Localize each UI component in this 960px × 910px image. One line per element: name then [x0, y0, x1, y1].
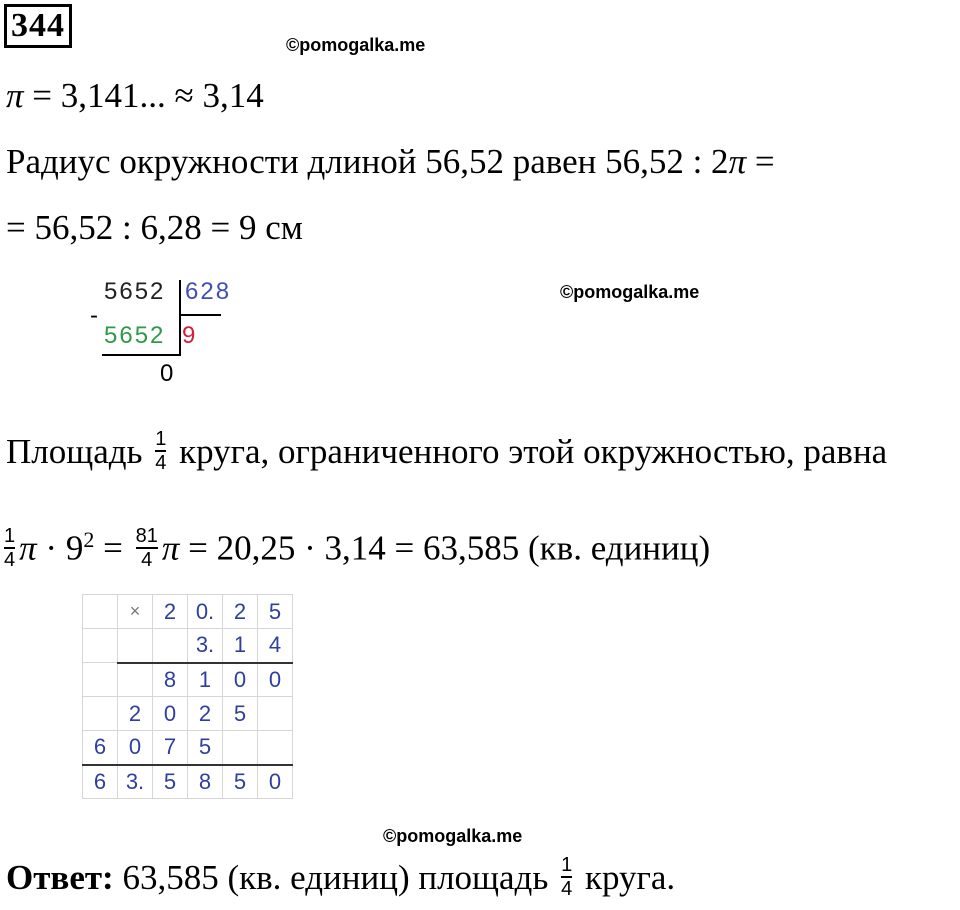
long-division: [88, 274, 248, 394]
grid-cell: 0.: [188, 595, 223, 629]
exponent: 2: [83, 527, 95, 552]
area-statement-line: [6, 428, 888, 478]
grid-cell: 0: [258, 765, 293, 799]
grid-cell: 2: [188, 697, 223, 731]
grid-row: [83, 731, 293, 765]
divisor: 628: [185, 278, 232, 305]
watermark-bottom: ©pomogalka.me: [383, 826, 523, 846]
grid-cell: [83, 663, 118, 697]
grid-cell: 7: [153, 731, 188, 765]
fraction-one-quarter: [155, 428, 166, 474]
grid-cell: [153, 629, 188, 663]
area-calculation-line: [4, 520, 710, 575]
multiplication-grid: [82, 594, 293, 799]
grid-cell: 8: [153, 663, 188, 697]
grid-cell: 3.: [188, 629, 223, 663]
watermark-middle: ©pomogalka.me: [560, 282, 700, 302]
grid-cell: [258, 697, 293, 731]
radius-result-line: = 56,52 : 6,28 = 9 см: [6, 208, 303, 247]
area-text-after: круга, ограниченного этой окружностью, равна: [170, 432, 888, 472]
grid-row: [83, 629, 293, 663]
grid-cell: 5: [223, 765, 258, 799]
grid-cell: 2: [223, 595, 258, 629]
pi-symbol: π: [6, 76, 24, 115]
grid-cell: [83, 697, 118, 731]
grid-cell: 5: [188, 731, 223, 765]
pi-symbol: π: [19, 528, 37, 568]
grid-cell: 4: [258, 629, 293, 663]
grid-cell: [223, 731, 258, 765]
grid-cell: 3.: [118, 765, 153, 799]
fraction-81-quarters: [136, 525, 158, 571]
fraction-denominator: 4: [136, 547, 158, 571]
minus-sign: -: [90, 302, 100, 329]
grid-cell: 0: [118, 731, 153, 765]
answer-text: 63,585 (кв. единиц) площадь: [113, 858, 558, 898]
grid-cell: 1: [223, 629, 258, 663]
quotient: 9: [182, 322, 198, 349]
calc-tail: = 20,25 · 3,14 = 63,585 (кв. единиц): [179, 528, 711, 568]
grid-cell: ×: [118, 595, 153, 629]
fraction-numerator: 1: [155, 428, 167, 450]
pi-approximation-text: = 3,141... ≈ 3,14: [23, 76, 264, 115]
pi-symbol: π: [728, 142, 747, 181]
watermark-top: ©pomogalka.me: [286, 35, 426, 55]
grid-row: [83, 663, 293, 697]
fraction-one-quarter: [4, 525, 15, 571]
grid-cell: [258, 731, 293, 765]
grid-cell: 0: [153, 697, 188, 731]
grid-cell: [118, 629, 153, 663]
pi-symbol: π: [161, 528, 180, 568]
fraction-one-quarter: [561, 854, 572, 900]
fraction-denominator: 4: [4, 548, 16, 571]
fraction-denominator: 4: [155, 452, 167, 474]
dividend: 5652: [104, 278, 166, 305]
area-text-before: Площадь: [6, 432, 152, 472]
grid-cell: [83, 595, 118, 629]
grid-cell: 6: [83, 765, 118, 799]
grid-cell: 8: [188, 765, 223, 799]
grid-cell: 2: [118, 697, 153, 731]
problem-number: 344: [4, 4, 72, 48]
radius-text: Радиус окружности длиной 56,52 равен 56,52 : 2: [6, 142, 729, 181]
grid-cell: 2: [153, 595, 188, 629]
radius-line: [6, 142, 775, 182]
grid-row: [83, 697, 293, 731]
fraction-numerator: 81: [135, 524, 158, 547]
answer-tail: круга.: [576, 858, 676, 898]
calc-part1: · 9: [36, 528, 84, 568]
fraction-numerator: 1: [4, 524, 16, 547]
grid-cell: 5: [153, 765, 188, 799]
pi-approximation-line: [6, 76, 264, 116]
answer-label: Ответ:: [6, 858, 114, 898]
subtrahend: 5652: [104, 322, 166, 349]
answer-line: [6, 854, 676, 904]
calc-equals: =: [94, 528, 132, 568]
subtraction-line: [102, 354, 180, 356]
grid-row: [83, 595, 293, 629]
fraction-numerator: 1: [561, 854, 573, 876]
grid-cell: [83, 629, 118, 663]
division-vertical-bar: [179, 280, 181, 356]
divisor-underline: [179, 314, 221, 316]
grid-cell: 5: [223, 697, 258, 731]
remainder: 0: [160, 360, 176, 387]
grid-cell: 0: [258, 663, 293, 697]
grid-cell: 5: [258, 595, 293, 629]
grid-row: [83, 765, 293, 799]
grid-cell: 0: [223, 663, 258, 697]
grid-cell: [118, 663, 153, 697]
fraction-denominator: 4: [561, 878, 573, 900]
grid-cell: 6: [83, 731, 118, 765]
radius-text-tail: =: [746, 142, 775, 181]
grid-cell: 1: [188, 663, 223, 697]
